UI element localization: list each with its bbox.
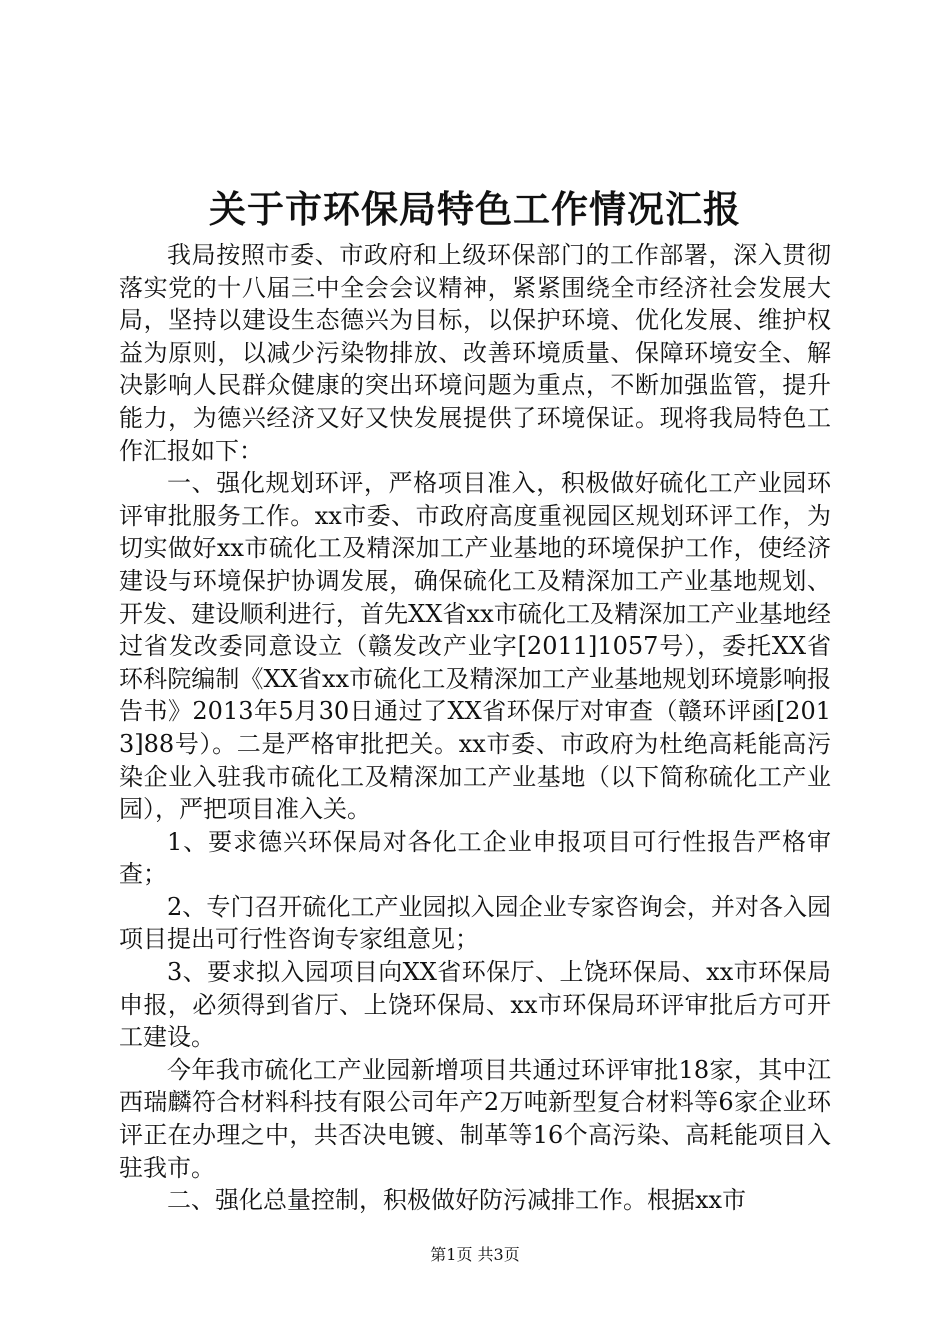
- paragraph-item-3: 3、要求拟入园项目向XX省环保厅、上饶环保局、xx市环保局申报，必须得到省厅、上饶环保局、xx市环保局环评审批后方可开工建设。: [119, 958, 831, 1052]
- document-title: 关于市环保局特色工作情况汇报: [209, 187, 741, 231]
- paragraph-intro: 我局按照市委、市政府和上级环保部门的工作部署，深入贯彻落实党的十八届三中全会会议精神，紧紧围绕全市经济社会发展大局，坚持以建设生态德兴为目标，以保护环境、优化发展、维护权益为原则，以减少污染物排放、改善环境质量、保障环境安全、解决影响人民群众健康的突出环境问题为重点，不断加强监管，提升能力，为德兴经济又好又快发展提供了环境保证。现将我局特色工作汇报如下：: [119, 241, 831, 465]
- page-footer: 第1页 共3页: [430, 1245, 520, 1264]
- paragraph-item-2: 2、专门召开硫化工产业园拟入园企业专家咨询会，并对各入园项目提出可行性咨询专家组意见；: [119, 892, 831, 954]
- paragraph-section-1: 一、强化规划环评，严格项目准入，积极做好硫化工产业园环评审批服务工作。xx市委、市政府高度重视园区规划环评工作，为切实做好xx市硫化工及精深加工产业基地的环境保护工作，使经济建设与环境保护协调发展，确保硫化工及精深加工产业基地规划、开发、建设顺利进行，首先XX省xx市硫化工及精深加工产业基地经过省发改委同意设立（赣发改产业字[2011]1057号），委托XX省环科院编制《XX省xx市硫化工及精深加工产业基地规划环境影响报告书》2013年5月30日通过了XX省环保厅对审查（赣环评函[2013]88号）。二是严格审批把关。xx市委、市政府为杜绝高耗能高污染企业入驻我市硫化工及精深加工产业基地（以下简称硫化工产业园），严把项目准入关。: [119, 469, 831, 824]
- paragraph-item-1: 1、要求德兴环保局对各化工企业申报项目可行性报告严格审查；: [119, 827, 831, 889]
- document-body: [119, 239, 831, 1217]
- paragraph-section-2: 二、强化总量控制，积极做好防污减排工作。根据xx市: [167, 1186, 747, 1215]
- paragraph-approvals: 今年我市硫化工产业园新增项目共通过环评审批18家，其中江西瑞麟符合材料科技有限公司年产2万吨新型复合材料等6家企业环评正在办理之中，共否决电镀、制革等16个高污染、高耗能项目入驻我市。: [119, 1055, 831, 1182]
